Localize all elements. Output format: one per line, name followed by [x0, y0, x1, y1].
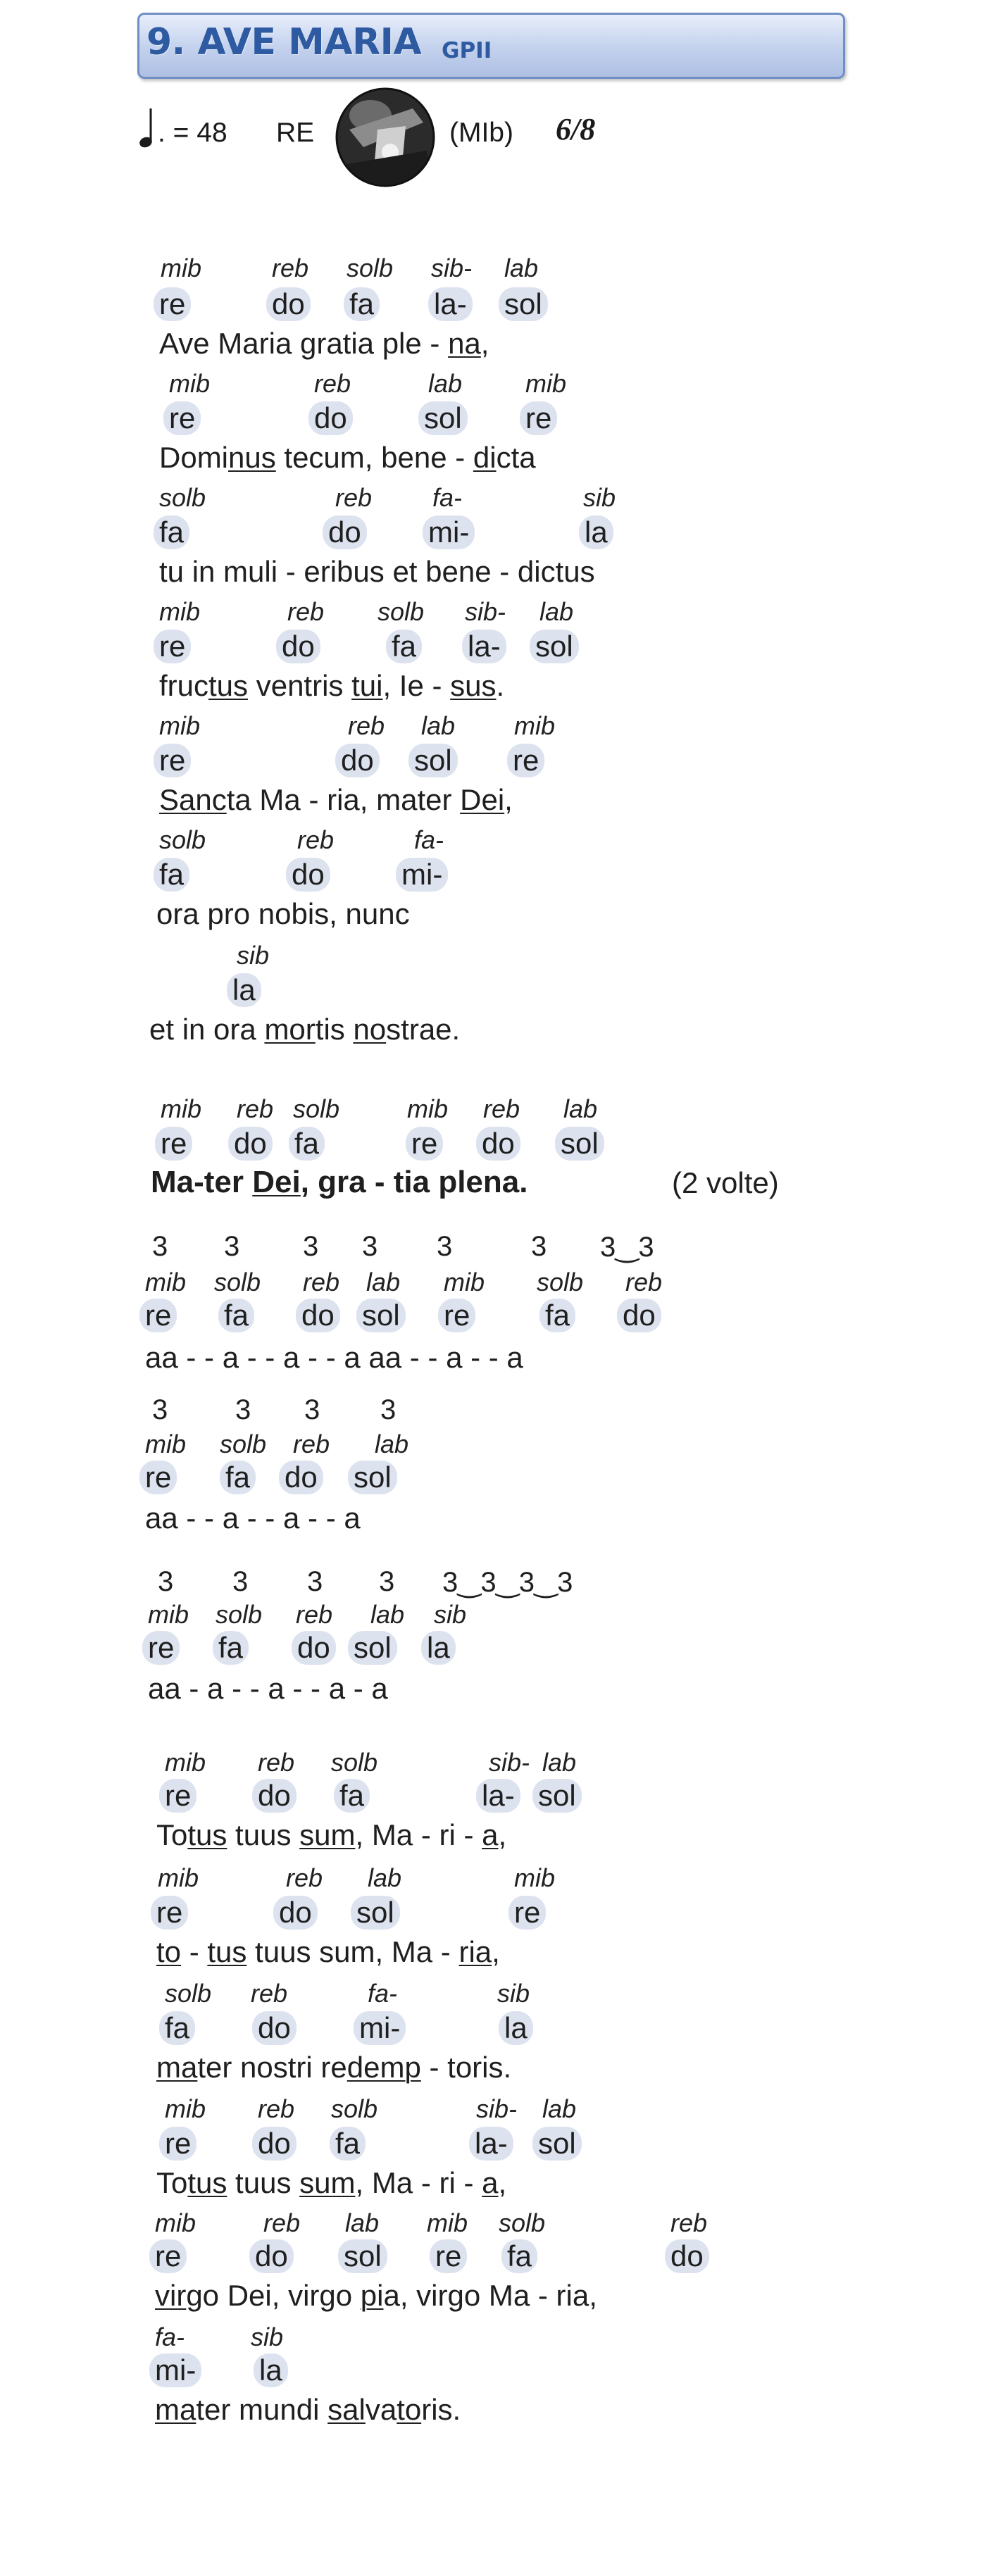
note: la — [227, 973, 261, 1007]
chord: solb — [220, 1430, 267, 1458]
lyric-line: Totus tuus sum, Ma - ri - a, — [156, 1818, 507, 1851]
chord: reb — [483, 1094, 520, 1123]
vocalise-syllables: aa - - a - - a - - a aa - - a - - a — [145, 1341, 523, 1374]
note: do — [276, 630, 320, 663]
note: do — [279, 1461, 323, 1494]
chord: lab — [421, 711, 456, 740]
chord: sib — [237, 941, 270, 970]
note: mi- — [396, 858, 448, 892]
note: sol — [348, 1631, 397, 1665]
chord: lab — [366, 1268, 401, 1296]
note: mi- — [423, 515, 475, 549]
chord: mib — [145, 1430, 187, 1458]
chord: mib — [165, 2094, 206, 2123]
note: sol — [408, 744, 458, 777]
note: do — [665, 2239, 709, 2273]
chord: reb — [293, 1430, 330, 1458]
note: do — [296, 1299, 340, 1332]
chord: reb — [237, 1094, 274, 1123]
chord: reb — [251, 1979, 288, 2008]
chord: mib — [148, 1600, 189, 1629]
note: la — [579, 515, 613, 549]
note: do — [335, 744, 380, 777]
note: sol — [356, 1299, 406, 1332]
chord: lab — [345, 2208, 380, 2237]
triplet-mark: 3 — [437, 1231, 453, 1262]
chord: solb — [216, 1600, 263, 1629]
note: do — [252, 1779, 297, 1813]
note: re — [154, 630, 191, 663]
chord: solb — [331, 1748, 378, 1777]
chord: lab — [428, 369, 463, 398]
note: fa — [330, 2127, 366, 2161]
note: fa — [154, 515, 189, 549]
lyric-line: Sancta Ma - ria, mater Dei, — [159, 783, 513, 816]
triplet-mark: 3‿3 — [600, 1232, 654, 1263]
chord: reb — [297, 825, 335, 854]
chord: solb — [214, 1268, 261, 1296]
chord: lab — [370, 1600, 405, 1629]
note: la- — [476, 1779, 520, 1813]
chord: mib — [165, 1748, 206, 1777]
lyric-line: Totus tuus sum, Ma - ri - a, — [156, 2166, 507, 2199]
note: re — [151, 1896, 188, 1930]
chord: lab — [542, 2094, 577, 2123]
note: re — [159, 1779, 196, 1813]
chord: sib — [251, 2322, 284, 2351]
triplet-mark: 3 — [158, 1566, 174, 1597]
note: fa — [213, 1631, 249, 1665]
chord: solb — [331, 2094, 378, 2123]
chord: mib — [159, 597, 201, 626]
alt-key-label: (MIb) — [449, 118, 513, 148]
tempo-marking: . = 48 — [158, 118, 227, 148]
note: fa — [539, 1299, 575, 1332]
chord: reb — [258, 2094, 295, 2123]
chord: mib — [407, 1094, 449, 1123]
triplet-mark: 3 — [235, 1394, 251, 1425]
key-label: RE — [276, 118, 315, 148]
note: fa — [218, 1299, 254, 1332]
chord: lab — [504, 254, 539, 282]
chord: reb — [296, 1600, 333, 1629]
note: fa — [154, 858, 189, 892]
lyric-line: tu in muli - eribus et bene - dictus — [159, 555, 595, 588]
note: re — [507, 744, 544, 777]
chord: fa- — [368, 1979, 398, 2008]
repeat-note: (2 volte) — [672, 1166, 779, 1199]
note: la — [421, 1631, 456, 1665]
chord: sib — [497, 1979, 530, 2008]
triplet-mark: 3 — [307, 1566, 323, 1597]
chord: mib — [158, 1863, 199, 1892]
chord: mib — [155, 2208, 196, 2237]
note: re — [159, 2127, 196, 2161]
vocalise-syllables: aa - - a - - a - - a — [145, 1501, 361, 1534]
chord: reb — [272, 254, 309, 282]
note: do — [617, 1299, 661, 1332]
chord: reb — [263, 2208, 301, 2237]
lyric-line: et in ora mortis nostrae. — [149, 1013, 461, 1046]
note: mi- — [149, 2353, 201, 2387]
chord: solb — [499, 2208, 546, 2237]
note: re — [163, 401, 201, 435]
note: sol — [532, 1779, 582, 1813]
note: fa — [159, 2011, 195, 2045]
note: re — [155, 1127, 192, 1161]
chord: lab — [563, 1094, 598, 1123]
note: re — [154, 744, 191, 777]
chord: reb — [625, 1268, 663, 1296]
chord: mib — [444, 1268, 485, 1296]
chord: reb — [287, 597, 325, 626]
chord: sib- — [431, 254, 473, 282]
note: mi- — [354, 2011, 406, 2045]
note: do — [292, 1631, 336, 1665]
chord: lab — [539, 597, 574, 626]
triplet-mark: 3 — [303, 1231, 319, 1262]
triplet-mark: 3 — [304, 1394, 320, 1425]
note: re — [508, 1896, 546, 1930]
note: do — [252, 2011, 297, 2045]
note: sol — [418, 401, 468, 435]
note: do — [228, 1127, 273, 1161]
note: re — [154, 287, 191, 321]
note: do — [249, 2239, 294, 2273]
lyric-line: virgo Dei, virgo pia, virgo Ma - ria, — [155, 2279, 597, 2312]
note: re — [139, 1299, 177, 1332]
note: sol — [348, 1461, 397, 1494]
note: sol — [555, 1127, 604, 1161]
lyric-line: Dominus tecum, bene - dicta — [159, 441, 536, 474]
triplet-mark: 3 — [362, 1231, 378, 1262]
note: sol — [530, 630, 579, 663]
note: la- — [428, 287, 473, 321]
note: do — [476, 1127, 520, 1161]
chord: reb — [348, 711, 385, 740]
chord: solb — [159, 825, 206, 854]
chord: sib- — [476, 2094, 518, 2123]
note: re — [142, 1631, 180, 1665]
chord: fa- — [414, 825, 444, 854]
chord: reb — [314, 369, 351, 398]
chord: sib- — [489, 1748, 530, 1777]
chord: mib — [161, 1094, 202, 1123]
note: do — [308, 401, 353, 435]
note: re — [139, 1461, 177, 1494]
chord: solb — [347, 254, 394, 282]
note: fa — [344, 287, 380, 321]
chord: reb — [670, 2208, 708, 2237]
note: fa — [289, 1127, 325, 1161]
chord: lab — [368, 1863, 402, 1892]
note: do — [323, 515, 367, 549]
triplet-mark: 3 — [380, 1394, 397, 1425]
note: fa — [334, 1779, 370, 1813]
song-title: 9. AVE MARIA — [146, 21, 422, 63]
note: fa — [386, 630, 422, 663]
note: la — [499, 2011, 533, 2045]
chord: solb — [377, 597, 425, 626]
lyric-line: Ave Maria gratia ple - na, — [159, 327, 489, 360]
lyric-line: ora pro nobis, nunc — [156, 897, 410, 930]
lyric-line: mater nostri redemp - toris. — [156, 2051, 512, 2084]
chord: solb — [537, 1268, 584, 1296]
chord: mib — [427, 2208, 468, 2237]
triplet-mark: 3‿3‿3‿3 — [442, 1567, 573, 1598]
triplet-mark: 3 — [152, 1394, 168, 1425]
vocalise-syllables: aa - a - - a - - a - a — [148, 1672, 388, 1705]
note: re — [406, 1127, 443, 1161]
note: la- — [462, 630, 506, 663]
triplet-mark: 3 — [224, 1231, 240, 1262]
triplet-mark: 3 — [379, 1566, 395, 1597]
chord: sib — [434, 1600, 467, 1629]
triplet-mark: 3 — [531, 1231, 547, 1262]
note: sol — [532, 2127, 582, 2161]
chord: fa- — [432, 483, 463, 512]
chord: lab — [375, 1430, 409, 1458]
note: fa — [220, 1461, 256, 1494]
chord: lab — [542, 1748, 577, 1777]
triplet-mark: 3 — [152, 1231, 168, 1262]
note: do — [273, 1896, 318, 1930]
chord: mib — [145, 1268, 187, 1296]
chord: sib — [583, 483, 616, 512]
note: fa — [501, 2239, 537, 2273]
chord: solb — [293, 1094, 340, 1123]
chord: mib — [514, 1863, 556, 1892]
chord: reb — [303, 1268, 340, 1296]
note: la- — [469, 2127, 513, 2161]
chord: reb — [258, 1748, 295, 1777]
note: sol — [338, 2239, 387, 2273]
chord: solb — [159, 483, 206, 512]
chord: solb — [165, 1979, 212, 2008]
lyric-line: fructus ventris tui, Ie - sus. — [159, 669, 505, 702]
note: la — [254, 2353, 288, 2387]
note: do — [286, 858, 330, 892]
chord: fa- — [155, 2322, 185, 2351]
lyric-line: to - tus tuus sum, Ma - ria, — [156, 1935, 500, 1968]
collection-badge: GPII — [442, 38, 492, 63]
chord: mib — [169, 369, 211, 398]
refrain-lyric: Ma-ter Dei, gra - tia plena. — [151, 1165, 528, 1199]
dotted-quarter-note-icon — [138, 106, 156, 151]
triplet-mark: 3 — [232, 1566, 249, 1597]
chord: mib — [514, 711, 556, 740]
chord: reb — [286, 1863, 323, 1892]
time-signature: 6/8 — [556, 112, 596, 146]
note: re — [430, 2239, 467, 2273]
note: re — [438, 1299, 475, 1332]
chord: mib — [159, 711, 201, 740]
singer-photo-icon — [335, 87, 435, 187]
lyric-line: mater mundi salvatoris. — [155, 2393, 461, 2426]
chord: mib — [161, 254, 202, 282]
note: sol — [499, 287, 548, 321]
chord: mib — [525, 369, 567, 398]
note: do — [266, 287, 311, 321]
note: re — [149, 2239, 187, 2273]
chord: sib- — [465, 597, 506, 626]
chord: reb — [335, 483, 373, 512]
note: re — [520, 401, 557, 435]
note: sol — [351, 1896, 400, 1930]
note: do — [252, 2127, 297, 2161]
